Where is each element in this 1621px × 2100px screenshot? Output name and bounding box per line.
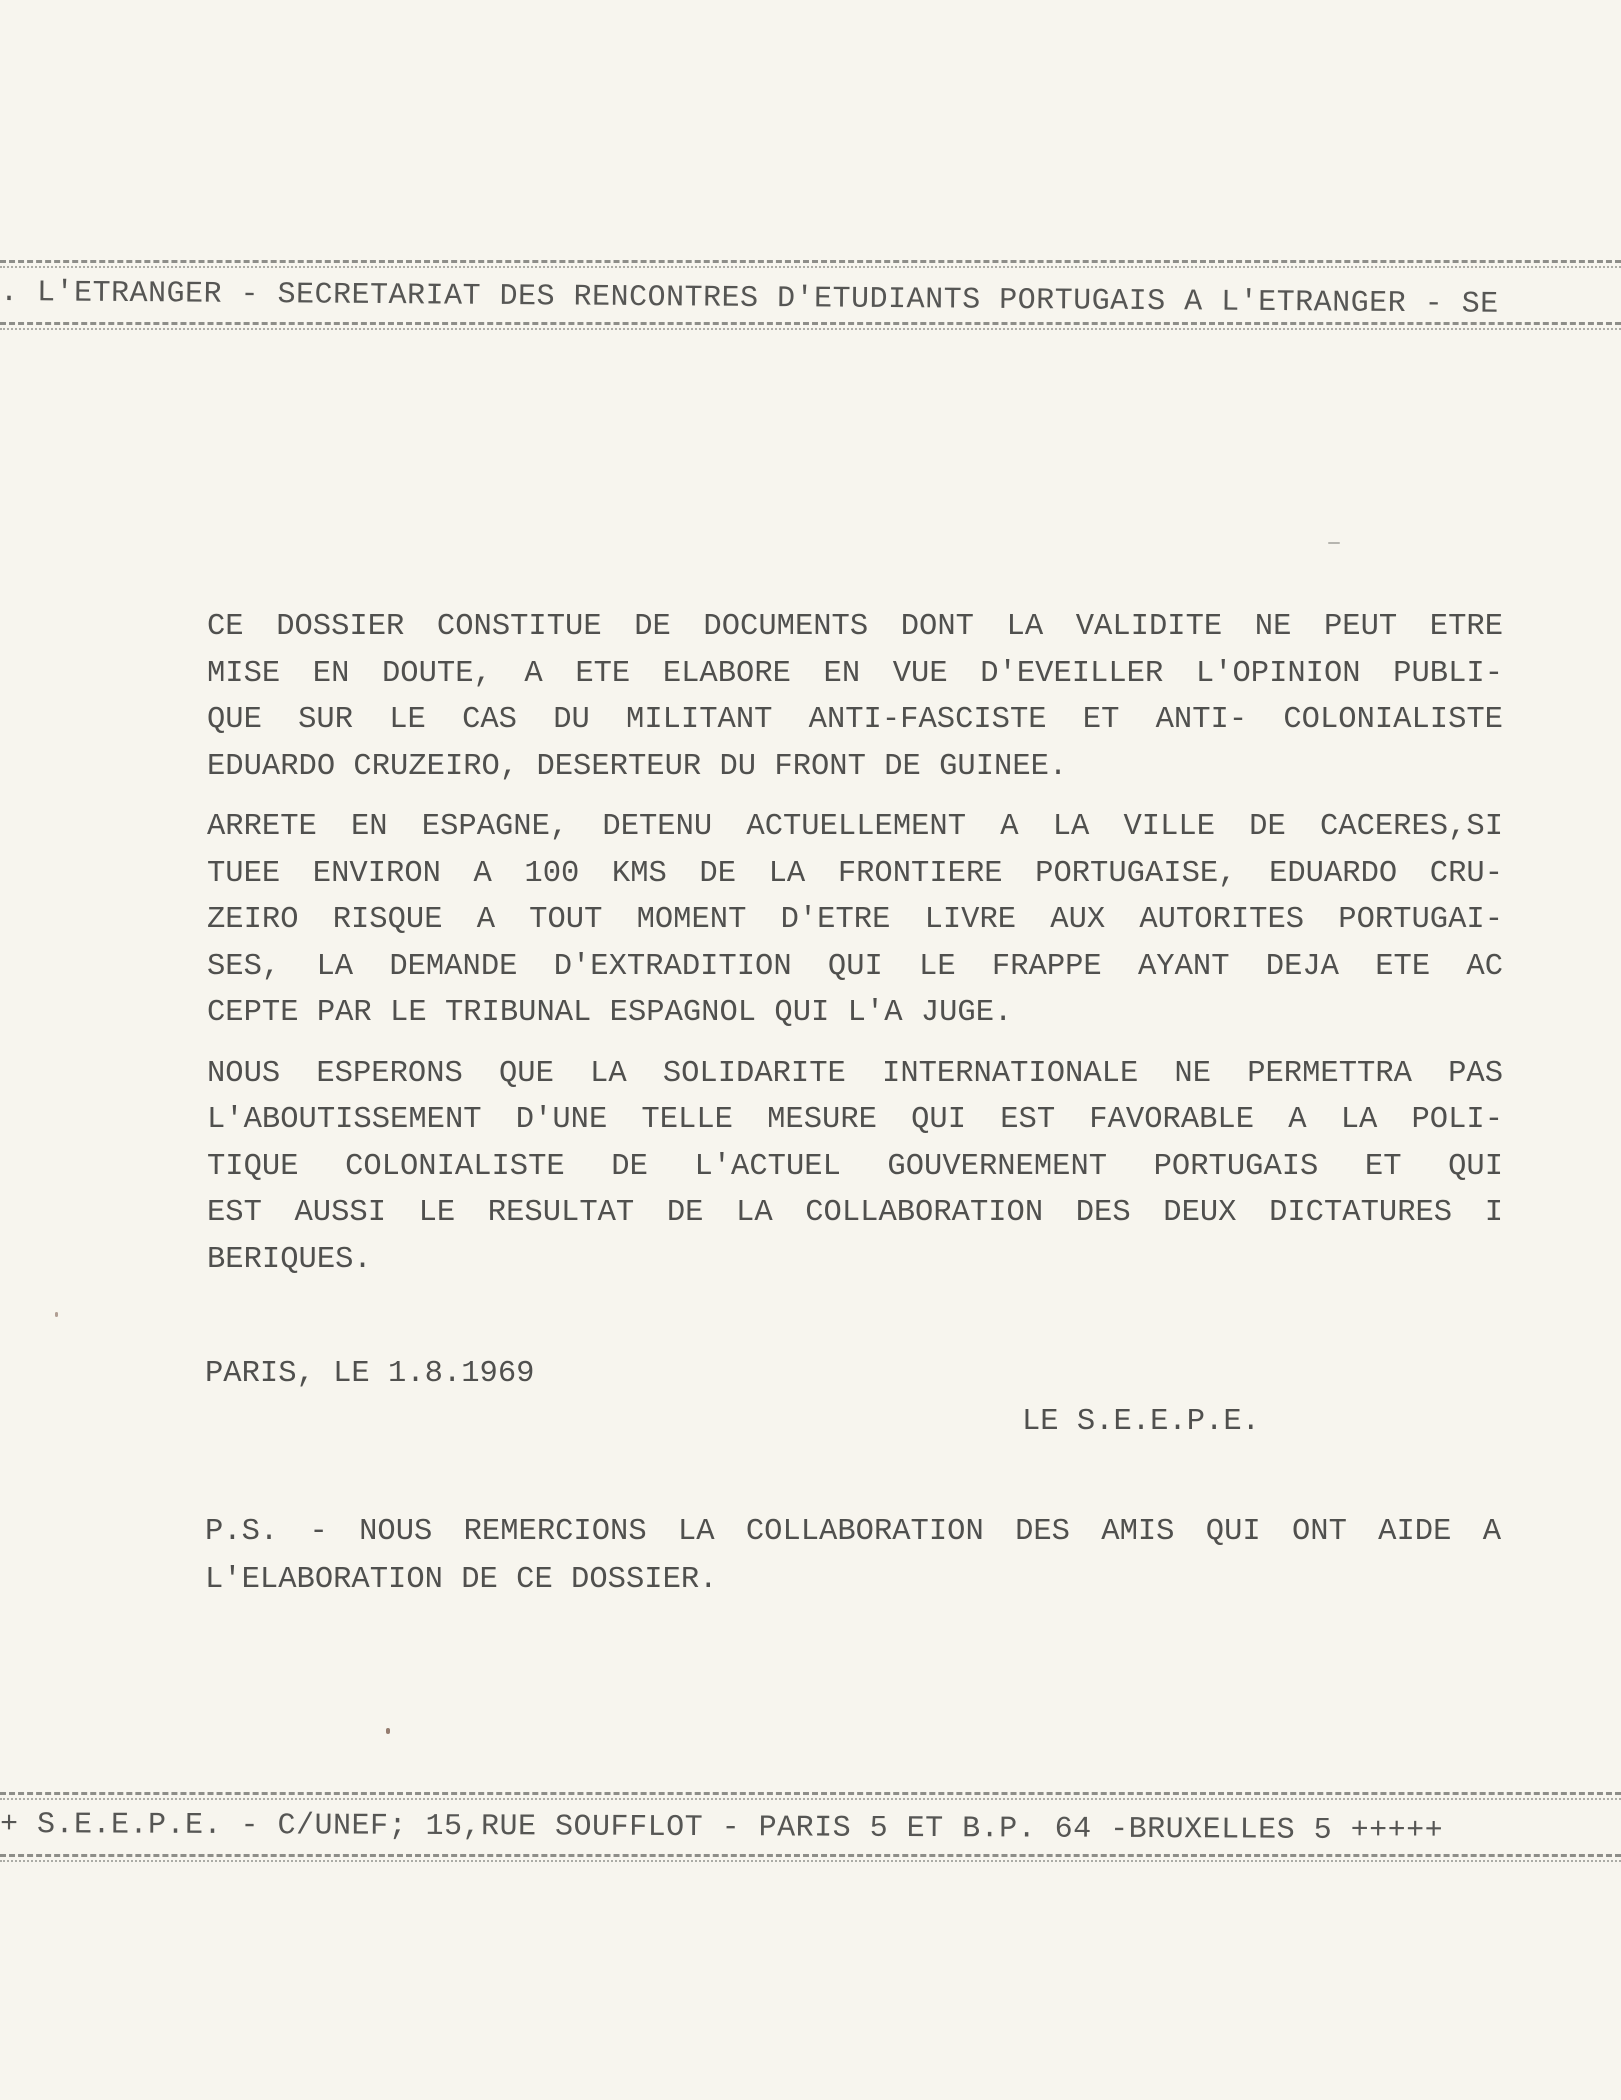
- text-line: CEPTE PAR LE TRIBUNAL ESPAGNOL QUI L'A JUGE.: [207, 996, 1013, 1030]
- text-line: ZEIRO RISQUE A TOUT MOMENT D'ETRE LIVRE AUX AUTORITES PORTUGAI-: [207, 903, 1503, 937]
- footer-rule-upper-2: [0, 1798, 1621, 1800]
- header-band: [0, 254, 1621, 340]
- text-line: NOUS ESPERONS QUE LA SOLIDARITE INTERNATIONALE NE PERMETTRA PAS: [207, 1056, 1503, 1091]
- paragraph-1: [207, 604, 1507, 790]
- paper-speck: [386, 1728, 390, 1734]
- text-line: QUE SUR LE CAS DU MILITANT ANTI-FASCISTE ET ANTI- COLONIALISTE: [207, 703, 1503, 737]
- signature: LE S.E.E.P.E.: [1022, 1405, 1260, 1439]
- text-line: EST AUSSI LE RESULTAT DE LA COLLABORATION DES DEUX DICTATURES I: [207, 1196, 1503, 1230]
- header-rule-upper-2: [0, 266, 1621, 268]
- postscript: [205, 1508, 1505, 1604]
- text-line: EDUARDO CRUZEIRO, DESERTEUR DU FRONT DE GUINEE.: [207, 749, 1068, 784]
- footer-rule-lower-2: [0, 1860, 1621, 1862]
- paper-speck: [55, 1312, 58, 1317]
- text-line: TIQUE COLONIALISTE DE L'ACTUEL GOUVERNEMENT PORTUGAIS ET QUI: [207, 1149, 1503, 1184]
- text-line: MISE EN DOUTE, A ETE ELABORE EN VUE D'EVEILLER L'OPINION PUBLI-: [207, 656, 1503, 691]
- text-line: CE DOSSIER CONSTITUE DE DOCUMENTS DONT LA VALIDITE NE PEUT ETRE: [207, 610, 1503, 644]
- postscript-line: P.S. - NOUS REMERCIONS LA COLLABORATION DES AMIS QUI ONT AIDE A: [205, 1515, 1501, 1549]
- footer-rule-upper: [0, 1792, 1621, 1795]
- header-rule-upper: [0, 260, 1621, 263]
- paragraph-2: [207, 804, 1507, 1037]
- paper-speck: [1328, 542, 1340, 544]
- text-line: SES, LA DEMANDE D'EXTRADITION QUI LE FRAPPE AYANT DEJA ETE AC: [207, 949, 1503, 984]
- header-rule-lower-2: [0, 328, 1621, 330]
- footer-rule-lower: [0, 1854, 1621, 1857]
- header-band-text: . L'ETRANGER - SECRETARIAT DES RENCONTRES D'ETUDIANTS PORTUGAIS A L'ETRANGER - SE: [0, 276, 1499, 322]
- date-line: PARIS, LE 1.8.1969: [205, 1357, 535, 1391]
- text-line: L'ABOUTISSEMENT D'UNE TELLE MESURE QUI EST FAVORABLE A LA POLI-: [207, 1103, 1503, 1137]
- footer-band: [0, 1786, 1621, 1872]
- text-line: ARRETE EN ESPAGNE, DETENU ACTUELLEMENT A LA VILLE DE CACERES,SI: [207, 810, 1503, 844]
- postscript-line: L'ELABORATION DE CE DOSSIER.: [205, 1563, 718, 1597]
- text-line: TUEE ENVIRON A 100 KMS DE LA FRONTIERE PORTUGAISE, EDUARDO CRU-: [207, 856, 1503, 891]
- paragraph-3: [207, 1051, 1507, 1284]
- body-text: [207, 604, 1507, 1297]
- footer-band-text: + S.E.E.P.E. - C/UNEF; 15,RUE SOUFFLOT - PARIS 5 ET B.P. 64 -BRUXELLES 5 +++++: [0, 1808, 1444, 1849]
- header-rule-lower: [0, 322, 1621, 325]
- text-line: BERIQUES.: [207, 1242, 372, 1277]
